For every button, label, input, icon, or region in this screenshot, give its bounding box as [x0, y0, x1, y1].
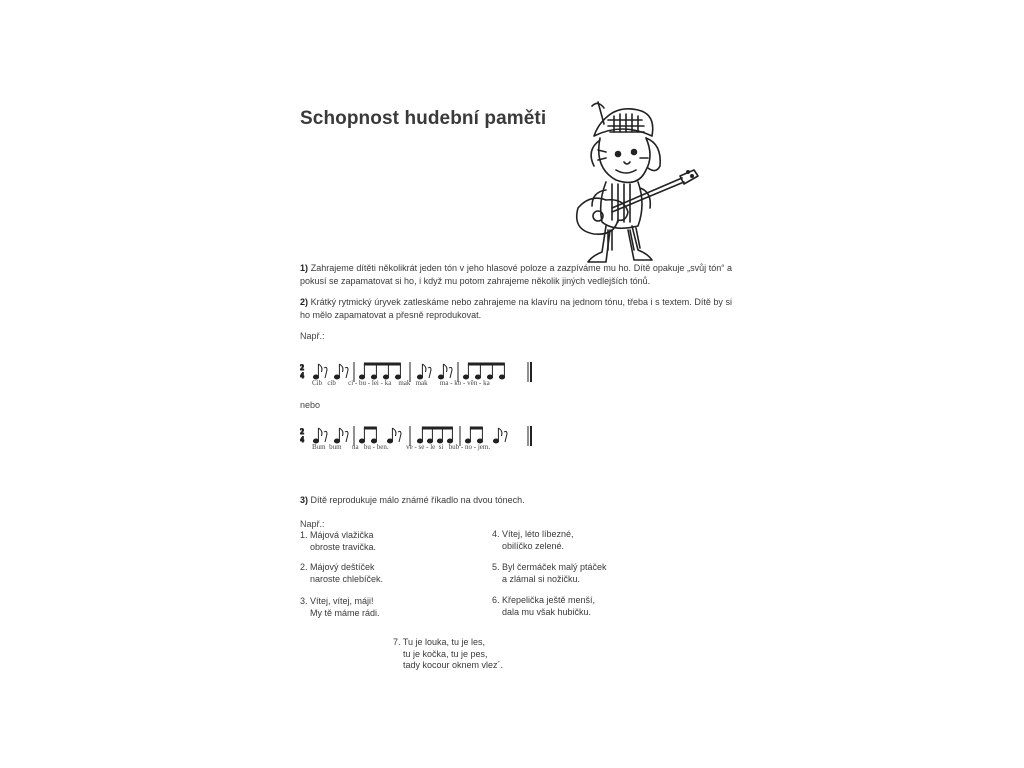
rhyme-2: 2. Májový deštíček naroste chlebíček.: [300, 562, 384, 584]
or-label: nebo: [300, 400, 321, 410]
rhythm-1-lyrics: Cib cib ci - bu - lei - ka mak mak ma - ko - věn - ka: [312, 379, 490, 387]
example-label-1: Např.:: [300, 331, 325, 341]
rhyme-5: 5. Byl čermáček malý ptáček a zlámal si nožičku.: [492, 562, 607, 584]
rhyme-1: 1. Májová vlažička obroste travička.: [300, 530, 377, 552]
section-2-body: Krátký rytmický úryvek zatleskáme nebo zahrajeme na klavíru na jednom tónu, třeba i s textem. Dítě by si ho mělo zapamatovat a přesně reprodukovat.: [300, 297, 732, 320]
svg-text:4: 4: [300, 371, 304, 380]
section-3-number: 3): [300, 495, 309, 505]
section-1-number: 1): [300, 263, 309, 273]
rhyme-7: 7. Tu je louka, tu je les, tu je kočka, tu je pes, tady kocour oknem vlez´.: [393, 637, 504, 670]
section-2-text: [300, 296, 732, 321]
example-label-2: Např.:: [300, 519, 325, 529]
svg-text:2: 2: [300, 427, 304, 436]
rhyme-4: 4. Vítej, léto líbezné, obilíčko zelené.: [492, 529, 574, 551]
rhythm-notation-1: [300, 356, 550, 396]
rhythm-notation-2: [300, 420, 550, 460]
section-2-number: 2): [300, 297, 309, 307]
section-1-body: Zahrajeme dítěti několikrát jeden tón v jeho hlasové poloze a zazpíváme mu ho. Dítě opakuje „svůj tón“ a pokusí se zapamatovat si ho, i když mu potom zahrajeme několik jiných vedlejších tónů.: [300, 263, 732, 286]
section-3-body: Dítě reprodukuje málo známé říkadlo na dvou tónech.: [308, 495, 525, 505]
svg-text:4: 4: [300, 435, 304, 444]
svg-text:2: 2: [300, 363, 304, 372]
rhyme-3: 3. Vítej, vítej, máji! My tě máme rádi.: [300, 596, 380, 618]
rhythm-2-lyrics: Bum bum na bu - ben. ve - se - le si bub - no - jem.: [312, 443, 491, 451]
page-title: Schopnost hudební paměti: [300, 108, 547, 129]
rhyme-6: 6. Křepelička ještě menší, dala mu však hubičku.: [492, 595, 596, 617]
guitar-player-illustration: [560, 96, 700, 266]
section-3-text: [300, 494, 732, 507]
section-1-text: [300, 262, 732, 287]
